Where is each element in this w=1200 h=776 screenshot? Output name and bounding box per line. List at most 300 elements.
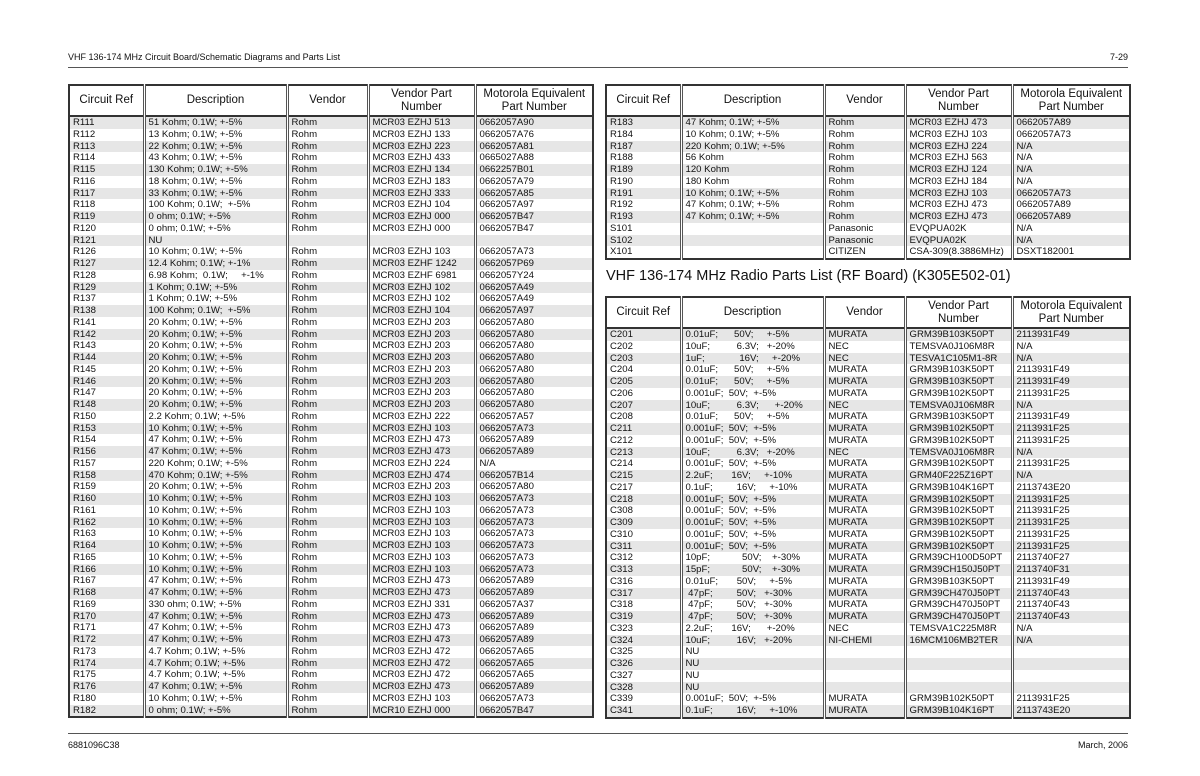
cell-circuit-ref: R146 [69, 376, 144, 388]
cell-vendor: Rohm [824, 199, 905, 211]
cell-description: 10 Kohm; 0.1W; +-5% [144, 246, 287, 258]
table-row [606, 211, 1130, 223]
table-row [69, 423, 593, 435]
cell-vendor [824, 646, 905, 658]
cell-vendor-part-number: MCR03 EZHJ 103 [368, 505, 475, 517]
table-row [606, 470, 1130, 482]
table-row [69, 611, 593, 623]
table-row [606, 364, 1130, 376]
cell-description: 130 Kohm; 0.1W; +-5% [144, 164, 287, 176]
table-row [69, 129, 593, 141]
cell-motorola-part-number: N/A [1012, 400, 1130, 412]
cell-vendor: Rohm [287, 340, 368, 352]
cell-circuit-ref: C309 [606, 517, 681, 529]
cell-vendor: NEC [824, 623, 905, 635]
table-row [69, 481, 593, 493]
cell-description: 10pF; 50V; +-30% [681, 552, 824, 564]
cell-description: 0.01uF; 50V; +-5% [681, 364, 824, 376]
table-row [69, 282, 593, 294]
table-row [69, 528, 593, 540]
cell-motorola-part-number: 2113740F27 [1012, 552, 1130, 564]
table-row [69, 352, 593, 364]
cell-vendor: Rohm [824, 116, 905, 129]
cell-motorola-part-number: 0662057A89 [475, 434, 593, 446]
cell-vendor: MURATA [824, 470, 905, 482]
cell-description: 0 ohm; 0.1W; +-5% [144, 705, 287, 718]
cell-vendor-part-number [905, 658, 1012, 670]
cell-vendor: Rohm [287, 481, 368, 493]
cell-vendor: Rohm [287, 199, 368, 211]
cell-circuit-ref: C201 [606, 328, 681, 341]
cell-vendor: Rohm [287, 505, 368, 517]
cell-circuit-ref: R161 [73, 504, 96, 516]
table-row [69, 293, 593, 305]
cell-motorola-part-number: N/A [475, 458, 593, 470]
cell-vendor: Rohm [287, 176, 368, 188]
cell-circuit-ref: R165 [73, 551, 96, 563]
cell-vendor: Rohm [287, 634, 368, 646]
cell-circuit-ref: R118 [73, 199, 96, 211]
cell-circuit-ref: R119 [69, 211, 144, 223]
cell-description: 10 Kohm; 0.1W; +-5% [144, 505, 287, 517]
table-row [606, 328, 1130, 341]
cell-motorola-part-number: 2113931F25 [1012, 494, 1130, 506]
cell-description: 0.001uF; 50V; +-5% [681, 693, 824, 705]
table-row [606, 682, 1130, 694]
column-header-motorola-part-number: Motorola Equivalent Part Number [475, 85, 593, 116]
page-number: 7-29 [1109, 52, 1128, 62]
cell-vendor-part-number: MCR03 EZHJ 472 [368, 658, 475, 670]
cell-description: 51 Kohm; 0.1W; +-5% [144, 116, 287, 129]
cell-vendor-part-number: MCR03 EZHJ 183 [368, 176, 475, 188]
table-row [606, 376, 1130, 388]
cell-circuit-ref: C313 [606, 564, 681, 576]
table-row [69, 141, 593, 153]
cell-circuit-ref: R174 [69, 658, 144, 670]
cell-motorola-part-number [475, 235, 593, 247]
cell-circuit-ref: C341 [606, 705, 681, 718]
cell-vendor: Rohm [824, 129, 905, 141]
cell-vendor: Rohm [287, 434, 368, 446]
cell-circuit-ref: C218 [606, 494, 681, 506]
cell-vendor-part-number: GRM39B102K50PT [905, 388, 1012, 400]
cell-vendor: Rohm [287, 188, 368, 200]
cell-vendor-part-number: MCR03 EZHJ 102 [368, 282, 475, 294]
cell-circuit-ref: C203 [606, 353, 681, 365]
table-row [606, 482, 1130, 494]
cell-vendor-part-number: MCR03 EZHJ 473 [368, 611, 475, 623]
parts-table-continued [605, 84, 1131, 260]
cell-vendor: MURATA [824, 364, 905, 376]
cell-description: 1uF; 16V; +-20% [681, 353, 824, 365]
cell-vendor-part-number: MCR03 EZHJ 473 [368, 446, 475, 458]
cell-vendor-part-number: MCR03 EZHJ 473 [905, 199, 1012, 211]
cell-motorola-part-number: 0662057A89 [475, 681, 593, 693]
cell-circuit-ref: R127 [69, 258, 144, 270]
table-row [69, 152, 593, 164]
cell-vendor-part-number: GRM39B102K50PT [905, 494, 1012, 506]
cell-vendor-part-number: GRM39B102K50PT [905, 435, 1012, 447]
cell-circuit-ref: R191 [606, 188, 681, 200]
cell-circuit-ref: R189 [606, 164, 681, 176]
table-row [606, 599, 1130, 611]
cell-motorola-part-number: 0662057A97 [475, 199, 593, 211]
cell-vendor-part-number: MCR03 EZHJ 103 [368, 693, 475, 705]
table-row [69, 270, 593, 282]
cell-vendor-part-number: MCR03 EZHJ 203 [368, 364, 475, 376]
cell-motorola-part-number: 2113931F49 [1012, 328, 1130, 341]
cell-description: 10uF; 6.3V; +-20% [681, 341, 824, 353]
cell-vendor-part-number [905, 646, 1012, 658]
table-row [69, 364, 593, 376]
table-row [69, 505, 593, 517]
cell-description [681, 246, 824, 259]
cell-vendor-part-number: GRM39B102K50PT [905, 517, 1012, 529]
table-row [606, 541, 1130, 553]
cell-vendor-part-number: EVQPUA02K [905, 223, 1012, 235]
cell-motorola-part-number: N/A [1012, 341, 1130, 353]
cell-circuit-ref: R176 [69, 681, 144, 693]
cell-circuit-ref: C325 [610, 646, 633, 658]
cell-circuit-ref: S102 [606, 235, 681, 247]
cell-motorola-part-number: 0662057A80 [475, 399, 593, 411]
cell-vendor-part-number: MCR03 EZHJ 203 [368, 481, 475, 493]
cell-description: 0.001uF; 50V; +-5% [681, 494, 824, 506]
footer-divider [68, 733, 1128, 734]
cell-motorola-part-number: 0662057A73 [475, 540, 593, 552]
cell-circuit-ref: C204 [610, 364, 633, 376]
cell-description: 220 Kohm; 0.1W; +-5% [144, 458, 287, 470]
table-row [69, 564, 593, 576]
cell-circuit-ref: C312 [610, 552, 633, 564]
cell-vendor-part-number: GRM39B102K50PT [905, 423, 1012, 435]
cell-motorola-part-number: N/A [1012, 176, 1130, 188]
cell-vendor: MURATA [824, 376, 905, 388]
cell-description: 20 Kohm; 0.1W; +-5% [144, 340, 287, 352]
cell-vendor-part-number: MCR03 EZHJ 203 [368, 387, 475, 399]
cell-vendor: Rohm [287, 258, 368, 270]
cell-vendor: Rohm [287, 246, 368, 258]
cell-motorola-part-number: 0662057A80 [475, 352, 593, 364]
table-header-row [606, 297, 1130, 328]
cell-motorola-part-number: N/A [1012, 635, 1130, 647]
cell-vendor-part-number: MCR03 EZHJ 203 [368, 352, 475, 364]
table-row [606, 505, 1130, 517]
table-row [69, 164, 593, 176]
cell-motorola-part-number [1012, 658, 1130, 670]
cell-description: 10uF; 6.3V; +-20% [681, 447, 824, 459]
cell-circuit-ref: R169 [73, 598, 96, 610]
cell-circuit-ref: R168 [69, 587, 144, 599]
cell-motorola-part-number: 0662057P69 [475, 258, 593, 270]
cell-description: 10 Kohm; 0.1W; +-5% [144, 564, 287, 576]
cell-description: 47 Kohm; 0.1W; +-5% [144, 575, 287, 587]
cell-description: 0.001uF; 50V; +-5% [681, 423, 824, 435]
cell-vendor: Rohm [824, 176, 905, 188]
cell-motorola-part-number: N/A [1012, 353, 1130, 365]
cell-circuit-ref: C202 [610, 340, 633, 352]
cell-description: 47 Kohm; 0.1W; +-5% [681, 199, 824, 211]
cell-vendor-part-number: MCR03 EZHJ 133 [368, 129, 475, 141]
column-header-description: Description [681, 85, 824, 116]
cell-description: 47pF; 50V; +-30% [681, 588, 824, 600]
cell-vendor-part-number: MCR03 EZHJ 473 [368, 587, 475, 599]
cell-motorola-part-number: 0662057A73 [1012, 188, 1130, 200]
cell-circuit-ref: R138 [69, 305, 144, 317]
cell-circuit-ref: C317 [606, 588, 681, 600]
table-row [69, 246, 593, 258]
cell-vendor-part-number: MCR03 EZHJ 223 [368, 141, 475, 153]
cell-motorola-part-number: 2113743E20 [1012, 705, 1130, 718]
cell-description: 0.01uF; 50V; +-5% [681, 376, 824, 388]
cell-motorola-part-number: N/A [1012, 141, 1130, 153]
cell-vendor: MURATA [824, 411, 905, 423]
table-row [69, 211, 593, 223]
table-row [606, 435, 1130, 447]
cell-motorola-part-number: 2113931F49 [1012, 364, 1130, 376]
cell-circuit-ref: R112 [73, 128, 96, 140]
cell-motorola-part-number: 0662057A73 [475, 564, 593, 576]
cell-vendor: MURATA [824, 505, 905, 517]
cell-circuit-ref: C339 [610, 693, 633, 705]
cell-motorola-part-number: 2113931F25 [1012, 388, 1130, 400]
cell-motorola-part-number: 0662057A81 [475, 141, 593, 153]
cell-motorola-part-number: N/A [1012, 152, 1130, 164]
table-header-row [606, 85, 1130, 116]
cell-description: 0.001uF; 50V; +-5% [681, 505, 824, 517]
cell-motorola-part-number: 0662057A73 [475, 505, 593, 517]
cell-motorola-part-number: 0662057A73 [475, 552, 593, 564]
cell-vendor: Rohm [287, 528, 368, 540]
cell-description: 20 Kohm; 0.1W; +-5% [144, 364, 287, 376]
cell-vendor: MURATA [824, 599, 905, 611]
table-row [69, 199, 593, 211]
cell-motorola-part-number: 0662057A89 [1012, 199, 1130, 211]
cell-vendor-part-number: GRM39CH150J50PT [905, 564, 1012, 576]
cell-motorola-part-number: 0662257B01 [475, 164, 593, 176]
table-row [69, 434, 593, 446]
cell-motorola-part-number: 0662057A73 [475, 246, 593, 258]
cell-description: 18 Kohm; 0.1W; +-5% [144, 176, 287, 188]
cell-motorola-part-number: 0662057A49 [475, 293, 593, 305]
table-row [606, 564, 1130, 576]
cell-circuit-ref: R120 [73, 222, 96, 234]
cell-vendor-part-number: GRM39CH100D50PT [905, 552, 1012, 564]
table-row [69, 258, 593, 270]
column-header-vendor: Vendor [824, 85, 905, 116]
cell-description: 47pF; 50V; +-30% [681, 611, 824, 623]
cell-vendor: NI-CHEMI [824, 635, 905, 647]
cell-vendor-part-number [368, 235, 475, 247]
table-row [606, 423, 1130, 435]
cell-motorola-part-number: 2113931F25 [1012, 423, 1130, 435]
cell-circuit-ref: R154 [73, 434, 96, 446]
cell-motorola-part-number: 2113931F49 [1012, 411, 1130, 423]
cell-circuit-ref: C327 [610, 669, 633, 681]
cell-vendor: Rohm [824, 152, 905, 164]
cell-circuit-ref: C308 [610, 505, 633, 517]
cell-description: 20 Kohm; 0.1W; +-5% [144, 376, 287, 388]
column-header-vendor-part-number: Vendor Part Number [905, 297, 1012, 328]
cell-circuit-ref: R192 [610, 199, 633, 211]
cell-motorola-part-number: 0662057A89 [1012, 211, 1130, 223]
cell-circuit-ref: R150 [73, 410, 96, 422]
cell-vendor-part-number: GRM39B103K50PT [905, 328, 1012, 341]
cell-vendor-part-number [905, 670, 1012, 682]
cell-circuit-ref: R137 [73, 293, 96, 305]
cell-vendor [287, 235, 368, 247]
table-row [69, 329, 593, 341]
cell-vendor: Rohm [287, 364, 368, 376]
table-row [606, 400, 1130, 412]
cell-vendor-part-number: MCR03 EZHJ 472 [368, 669, 475, 681]
cell-circuit-ref: C206 [610, 387, 633, 399]
table-row [606, 235, 1130, 247]
document-date: March, 2006 [1077, 740, 1128, 750]
table-row [606, 353, 1130, 365]
table-row [69, 376, 593, 388]
cell-motorola-part-number [1012, 682, 1130, 694]
cell-motorola-part-number: 0662057A89 [475, 587, 593, 599]
column-header-vendor-part-number: Vendor Part Number [905, 85, 1012, 116]
table-row [606, 693, 1130, 705]
cell-description: 10 Kohm; 0.1W; +-5% [144, 493, 287, 505]
cell-motorola-part-number: 0662057A97 [475, 305, 593, 317]
table-row [606, 116, 1130, 129]
column-header-description: Description [681, 297, 824, 328]
table-row [606, 494, 1130, 506]
cell-circuit-ref: C319 [606, 611, 681, 623]
cell-circuit-ref: R190 [610, 175, 633, 187]
cell-motorola-part-number: N/A [1012, 470, 1130, 482]
cell-description: 1 Kohm; 0.1W; +-5% [144, 293, 287, 305]
table-row [606, 658, 1130, 670]
cell-description: 47 Kohm; 0.1W; +-5% [144, 446, 287, 458]
cell-description: 10 Kohm; 0.1W; +-5% [144, 540, 287, 552]
cell-description: 47 Kohm; 0.1W; +-5% [144, 611, 287, 623]
cell-vendor-part-number: 16MCM106MB2TER [905, 635, 1012, 647]
cell-vendor: MURATA [824, 529, 905, 541]
table-row [606, 223, 1130, 235]
cell-vendor: Rohm [287, 540, 368, 552]
cell-description: 2.2 Kohm; 0.1W; +-5% [144, 411, 287, 423]
table-row [606, 588, 1130, 600]
table-row [69, 223, 593, 235]
cell-circuit-ref: R115 [69, 164, 144, 176]
table-row [606, 176, 1130, 188]
table-row [69, 387, 593, 399]
cell-vendor: MURATA [824, 517, 905, 529]
cell-vendor-part-number: GRM39B104K16PT [905, 705, 1012, 718]
cell-circuit-ref: R156 [69, 446, 144, 458]
cell-description: 33 Kohm; 0.1W; +-5% [144, 188, 287, 200]
cell-description: 20 Kohm; 0.1W; +-5% [144, 387, 287, 399]
cell-vendor: Rohm [287, 141, 368, 153]
cell-motorola-part-number: 0662057A80 [475, 481, 593, 493]
cell-description: 43 Kohm; 0.1W; +-5% [144, 152, 287, 164]
table-row [69, 658, 593, 670]
cell-motorola-part-number: 0662057A79 [475, 176, 593, 188]
cell-description [681, 223, 824, 235]
cell-circuit-ref: R167 [73, 575, 96, 587]
table-row [69, 188, 593, 200]
cell-circuit-ref: R158 [69, 470, 144, 482]
cell-circuit-ref: R188 [610, 152, 633, 164]
cell-vendor-part-number: MCR03 EZHJ 224 [905, 141, 1012, 153]
cell-description: 0.1uF; 16V; +-10% [681, 482, 824, 494]
cell-description: 20 Kohm; 0.1W; +-5% [144, 352, 287, 364]
cell-circuit-ref: R182 [69, 705, 144, 718]
cell-circuit-ref: R170 [69, 611, 144, 623]
cell-vendor-part-number: GRM39CH470J50PT [905, 599, 1012, 611]
table-row [606, 529, 1130, 541]
cell-vendor-part-number: MCR03 EZHJ 473 [368, 434, 475, 446]
cell-vendor: MURATA [824, 435, 905, 447]
cell-description: 0.001uF; 50V; +-5% [681, 541, 824, 553]
table-row [69, 575, 593, 587]
cell-circuit-ref: X101 [610, 246, 633, 258]
cell-vendor: MURATA [824, 328, 905, 341]
cell-circuit-ref: R175 [73, 669, 96, 681]
cell-description: 100 Kohm; 0.1W; +-5% [144, 199, 287, 211]
cell-vendor-part-number: MCR03 EZHJ 473 [368, 634, 475, 646]
table-row [69, 634, 593, 646]
column-header-vendor: Vendor [287, 85, 368, 116]
cell-vendor: Rohm [287, 164, 368, 176]
column-header-description: Description [144, 85, 287, 116]
cell-vendor-part-number: GRM39CH470J50PT [905, 588, 1012, 600]
rf-board-section-title: VHF 136-174 MHz Radio Parts List (RF Board) (K305E502-01) [606, 268, 1011, 284]
cell-vendor-part-number: MCR03 EZHJ 203 [368, 399, 475, 411]
cell-vendor: Rohm [824, 141, 905, 153]
table-row [69, 446, 593, 458]
cell-motorola-part-number: 0662057A73 [475, 423, 593, 435]
cell-motorola-part-number: 0662057A80 [475, 340, 593, 352]
cell-motorola-part-number [1012, 670, 1130, 682]
cell-circuit-ref: C215 [606, 470, 681, 482]
cell-vendor-part-number: MCR03 EZHJ 103 [905, 188, 1012, 200]
table-row [606, 411, 1130, 423]
cell-vendor-part-number: MCR03 EZHJ 474 [368, 470, 475, 482]
cell-vendor [824, 670, 905, 682]
cell-description: 47 Kohm; 0.1W; +-5% [144, 681, 287, 693]
cell-circuit-ref: C316 [610, 575, 633, 587]
cell-vendor: Rohm [287, 423, 368, 435]
cell-circuit-ref: R117 [69, 188, 144, 200]
cell-vendor: CITIZEN [824, 246, 905, 259]
cell-vendor: Rohm [287, 293, 368, 305]
cell-description: 0 ohm; 0.1W; +-5% [144, 223, 287, 235]
cell-vendor-part-number: TESVA1C105M1-8R [905, 353, 1012, 365]
cell-circuit-ref: C324 [606, 635, 681, 647]
cell-circuit-ref: R121 [69, 235, 144, 247]
cell-vendor-part-number: MCR03 EZHJ 103 [368, 528, 475, 540]
cell-description: 47 Kohm; 0.1W; +-5% [681, 116, 824, 129]
cell-description: 10 Kohm; 0.1W; +-5% [144, 423, 287, 435]
cell-vendor: Rohm [287, 152, 368, 164]
cell-vendor: Rohm [287, 317, 368, 329]
cell-circuit-ref: R162 [69, 517, 144, 529]
cell-vendor-part-number: MCR10 EZHJ 000 [368, 705, 475, 718]
cell-description: 20 Kohm; 0.1W; +-5% [144, 481, 287, 493]
cell-description: 2.2uF; 16V; +-20% [681, 623, 824, 635]
cell-motorola-part-number: 0662057B47 [475, 705, 593, 718]
cell-description: 13 Kohm; 0.1W; +-5% [144, 129, 287, 141]
table-row [606, 646, 1130, 658]
cell-vendor: Rohm [287, 211, 368, 223]
cell-vendor: MURATA [824, 423, 905, 435]
table-row [606, 246, 1130, 259]
